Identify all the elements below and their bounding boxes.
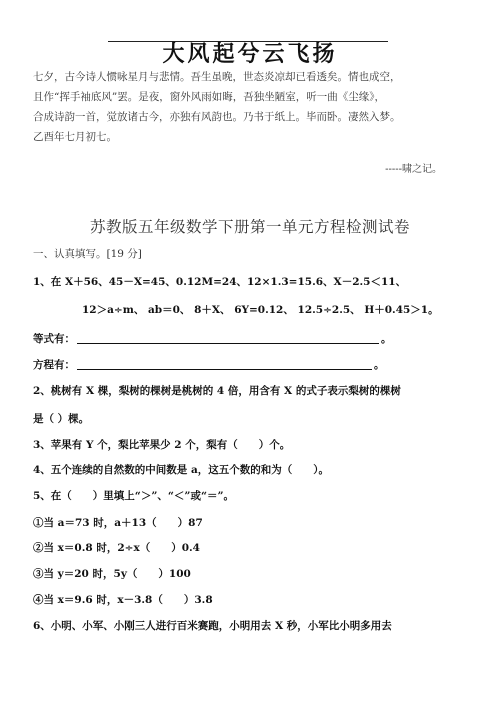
- question-4: 4、五个连续的自然数的中间数是 a，这五个数的和为（ ）。: [33, 464, 330, 476]
- preface-paragraph: [33, 67, 473, 147]
- question-2-line-1: 2、桃树有 X 棵，梨树的棵树是桃树的 4 倍，用含有 X 的式子表示梨树的棵树: [33, 385, 401, 397]
- question-3: 3、苹果有 Y 个，梨比苹果少 2 个，梨有（ ）个。: [33, 439, 291, 451]
- question-5-item: ④当 x＝9.6 时，x－3.8（ ）3.8: [33, 594, 213, 606]
- question-5-item: ③当 y＝20 时，5y（ ）100: [33, 568, 191, 580]
- exam-title: 苏教版五年级数学下册第一单元方程检测试卷: [89, 218, 410, 236]
- question-6-line-1: 6、小明、小军、小刚三人进行百米赛跑，小明用去 X 秒，小军比小明多用去: [33, 620, 392, 632]
- question-2-line-2: 是（ ）棵。: [33, 413, 90, 425]
- banner-title: 大风起兮云飞扬: [162, 41, 338, 67]
- formulas-blank[interactable]: [77, 369, 372, 370]
- preface-line: 合成诗韵一首，觉放诸古今，亦独有风韵也。乃书于纸上。毕而卧。凄然入梦。: [33, 111, 401, 123]
- formulas-answer-row: [33, 357, 473, 372]
- preface-line: 七夕，古今诗人惯咏星月与悲情。吾生虽晚，世态炎凉却已看透矣。情也成空，: [33, 71, 401, 83]
- preface-line: 乙酉年七月初七。: [33, 131, 117, 143]
- question-5: 5、在（ ）里填上“＞”、“＜”或“＝”。: [33, 490, 235, 502]
- question-5-item: ②当 x＝0.8 时，2÷x（ ）0.4: [33, 542, 200, 554]
- question-1-line-1: 1、在 X＋56、45－X=45、0.12M=24、12×1.3=15.6、X－2.5＜11、: [33, 276, 407, 288]
- question-5-item: ①当 a＝73 时，a＋13（ ）87: [33, 517, 203, 529]
- equations-end: 。: [381, 333, 392, 345]
- preface-signature: -----啸之记。: [385, 164, 442, 175]
- question-1-line-2: 12＞a÷m、 ab＝0、 8＋X、 6Y=0.12、 12.5÷2.5、 H＋0.45＞1。: [82, 304, 439, 316]
- equations-blank[interactable]: [77, 343, 379, 344]
- preface-line: 且作“挥手袖底风”罢。是夜，窗外风雨如晦，吾独坐陋室，听一曲《尘缘》，: [33, 91, 385, 103]
- equations-answer-row: [33, 331, 473, 346]
- formulas-end: 。: [374, 359, 385, 371]
- formulas-label: 方程有：: [33, 359, 75, 371]
- equations-label: 等式有：: [33, 333, 75, 345]
- section-heading: 一、认真填写。[19 分]: [33, 248, 142, 260]
